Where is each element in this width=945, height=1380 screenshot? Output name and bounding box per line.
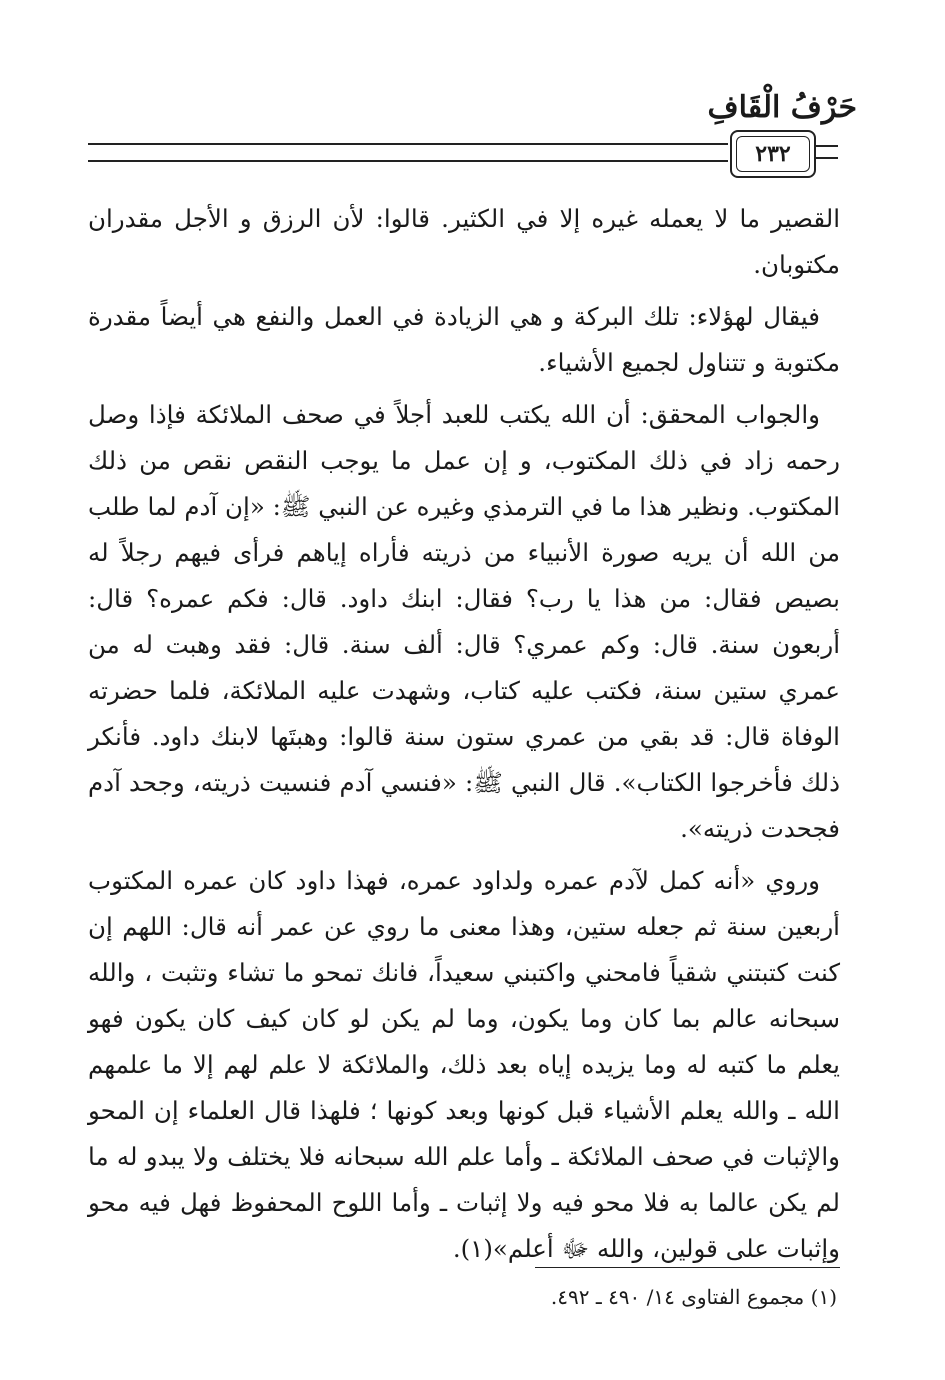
paragraph: والجواب المحقق: أن الله يكتب للعبد أجلاً في صحف الملائكة فإذا وصل رحمه زاد في ذلك المكتوب، و إن عمل ما يوجب النقص نقص من ذلك المكتوب. ونظير هذا ما في الترمذي وغيره عن النبي ﷺ: «إن آدم لما طلب من الله أن يريه صورة الأنبياء من ذريته فأراه إياهم فرأى فيهم رجلاً له بصيص فقال: من هذا يا رب؟ فقال: ابنك داود. قال: فكم عمره؟ قال: أربعون سنة. قال: وكم عمري؟ قال: ألف سنة. قال: فقد وهبت له من عمري ستين سنة، فكتب عليه كتاب، وشهدت عليه الملائكة، فلما حضرته الوفاة قال: قد بقي من عمري ستون سنة قالوا: وهبتَها لابنك داود. فأنكر ذلك فأخرجوا الكتاب». قال النبي ﷺ: «فنسي آدم فنسيت ذريته، وجحد آدم فجحدت ذريته». bbox=[88, 400, 841, 843]
footnote-separator bbox=[535, 1267, 840, 1268]
paragraph: وروي «أنه كمل لآدم عمره ولداود عمره، فهذا داود كان عمره المكتوب أربعين سنة ثم جعله ستين، وهذا معنى ما روي عن عمر أنه قال: اللهم إن كنت كتبتني شقياً فامحني واكتبني سعيداً، فانك تمحو ما تشاء وتثبت ، والله سبحانه عالم بما كان وما يكون، وما لم يكن لو كان كيف كان يكون فهو يعلم ما كتبه له وما يزيده إياه بعد ذلك، والملائكة لا علم لهم إلا ما علمهم الله ـ والله يعلم الأشياء قبل كونها وبعد كونها ؛ فلهذا قال العلماء إن المحو والإثبات في صحف الملائكة ـ وأما علم الله سبحانه فلا يختلف ولا يبدو له ما لم يكن عالما به فلا محو فيه ولا إثبات ـ وأما اللوح المحفوظ فهل فيه محو وإثبات على قولين، والله ﷻ أعلم»(١). bbox=[88, 866, 840, 1263]
main-text bbox=[88, 196, 840, 1278]
footnote: (١) مجموع الفتاوى ١٤/ ٤٩٠ ـ ٤٩٢. bbox=[550, 1285, 837, 1309]
header-rule-mark bbox=[816, 157, 838, 159]
paragraph: فيقال لهؤلاء: تلك البركة و هي الزيادة في العمل والنفع هي أيضاً مقدرة مكتوبة و تتناول لجميع الأشياء. bbox=[88, 302, 840, 377]
page-number-frame bbox=[730, 130, 816, 178]
chapter-title: حَرْفُ الْقَافِ bbox=[707, 90, 857, 125]
header-rule-mark bbox=[816, 145, 838, 147]
paragraph: القصير ما لا يعمله غيره إلا في الكثير. قالوا: لأن الرزق و الأجل مقدران مكتوبان. bbox=[88, 204, 840, 279]
header-rule bbox=[88, 160, 728, 162]
header-rule bbox=[88, 143, 728, 145]
page-number: ٢٣٢ bbox=[736, 136, 810, 172]
